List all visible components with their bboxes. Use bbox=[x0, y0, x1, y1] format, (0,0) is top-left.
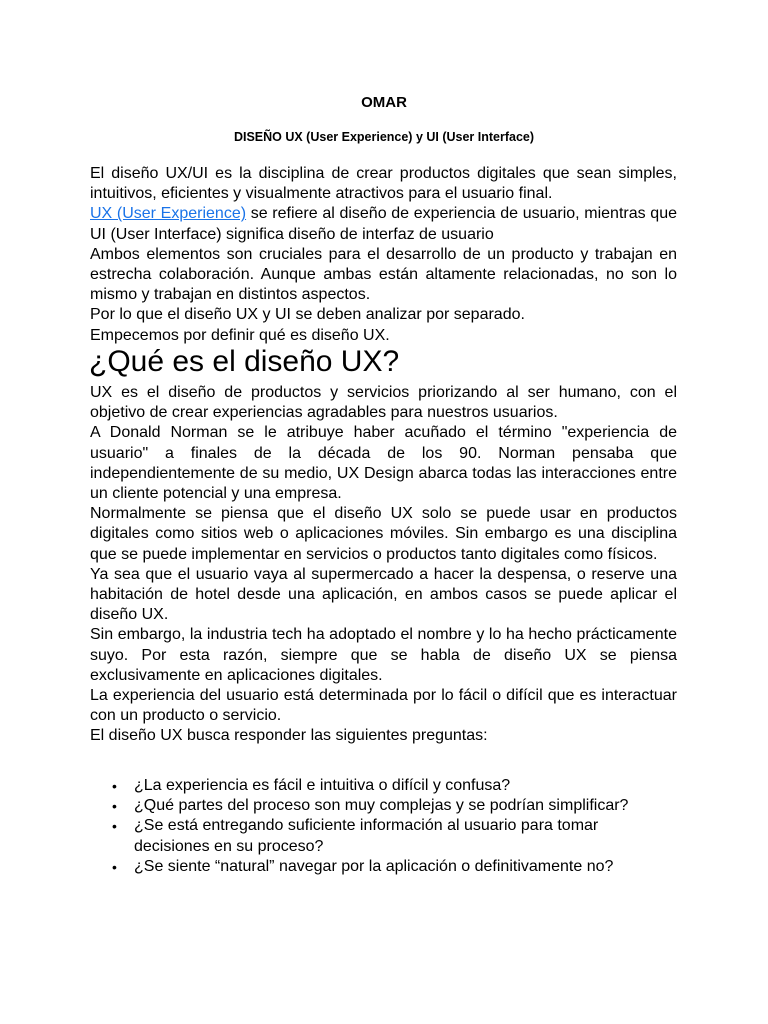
ux-section bbox=[90, 383, 677, 747]
question-text: ¿La experiencia es fácil e intuitiva o difícil y confusa? bbox=[134, 777, 511, 794]
intro-section bbox=[90, 164, 677, 346]
document-subtitle: DISEÑO UX (User Experience) y UI (User Interface) bbox=[233, 130, 535, 144]
intro-paragraph-ux-definition bbox=[90, 204, 677, 244]
list-item bbox=[90, 776, 677, 796]
intro-paragraph: Empecemos por definir qué es diseño UX. bbox=[90, 326, 390, 344]
list-item bbox=[90, 857, 677, 877]
question-text: ¿Se siente “natural” navegar por la aplicación o definitivamente no? bbox=[134, 857, 614, 875]
ux-definition-text: se refiere al diseño de experiencia de usuario, mientras que UI (User Interface) significa diseño de interfaz de usuario bbox=[90, 205, 677, 243]
section-paragraph: A Donald Norman se le atribuye haber acuñado el término "experiencia de usuario" a finales de la década de los 90. Norman pensaba que independientemente de su medio, UX Design abarca todas las interacciones entre un cliente potencial y una empresa. bbox=[90, 424, 677, 503]
intro-paragraph: Por lo que el diseño UX y UI se deben analizar por separado. bbox=[90, 306, 525, 324]
document-author: OMAR bbox=[361, 94, 407, 111]
bullet-icon: • bbox=[112, 798, 117, 815]
section-paragraph: Ya sea que el usuario vaya al supermercado a hacer la despensa, o reserve una habitación de hotel desde una aplicación, en ambos casos se puede aplicar el diseño UX. bbox=[90, 565, 677, 624]
intro-paragraph: El diseño UX/UI es la disciplina de crear productos digitales que sean simples, intuitivos, eficientes y visualmente atractivos para el usuario final. bbox=[90, 165, 677, 203]
section-paragraph: Normalmente se piensa que el diseño UX solo se puede usar en productos digitales como sitios web o aplicaciones móviles. Sin embargo es una disciplina que se puede implementar en servicios o productos tanto digitales como físicos. bbox=[90, 505, 677, 563]
question-text: ¿Se está entregando suficiente información al usuario para tomar decisiones en su proceso? bbox=[134, 817, 599, 855]
ux-link[interactable]: UX (User Experience) bbox=[90, 205, 247, 223]
section-paragraph: Sin embargo, la industria tech ha adoptado el nombre y lo ha hecho prácticamente suyo. Por esta razón, siempre que se habla de diseño UX se piensa exclusivamente en aplicaciones digitales. bbox=[90, 626, 677, 684]
section-heading: ¿Qué es el diseño UX? bbox=[89, 345, 400, 378]
bullet-icon: • bbox=[112, 778, 117, 794]
section-paragraph: La experiencia del usuario está determinada por lo fácil o difícil que es interactuar con un producto o servicio. bbox=[90, 687, 677, 725]
list-item bbox=[90, 816, 677, 856]
bullet-icon: • bbox=[112, 858, 117, 875]
questions-list bbox=[90, 776, 677, 877]
intro-paragraph: Ambos elementos son cruciales para el desarrollo de un producto y trabajan en estrecha colaboración. Aunque ambas están altamente relacionadas, no son lo mismo y trabajan en distintos aspectos. bbox=[90, 245, 677, 304]
bullet-icon: • bbox=[112, 818, 117, 835]
section-paragraph: El diseño UX busca responder las siguientes preguntas: bbox=[90, 727, 488, 745]
question-text: ¿Qué partes del proceso son muy complejas y se podrían simplificar? bbox=[134, 797, 629, 815]
section-paragraph: UX es el diseño de productos y servicios priorizando al ser humano, con el objetivo de crear experiencias agradables para nuestros usuarios. bbox=[90, 384, 677, 422]
list-item bbox=[90, 796, 677, 816]
